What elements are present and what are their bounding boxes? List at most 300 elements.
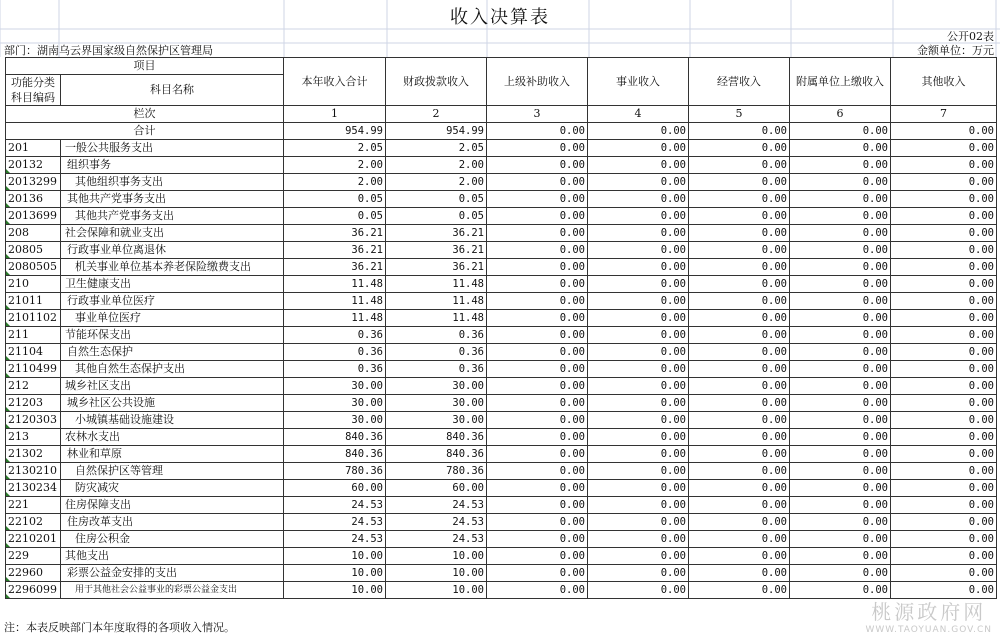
row-value: 36.21 — [284, 225, 386, 242]
department-label: 部门：湖南乌云界国家级自然保护区管理局 — [4, 44, 213, 57]
table-row — [6, 191, 997, 208]
row-value: 0.00 — [891, 514, 997, 531]
table-row — [6, 514, 997, 531]
row-code — [6, 429, 61, 446]
row-subject-name: 林业和草原 — [61, 446, 284, 463]
row-value: 0.00 — [588, 565, 689, 582]
row-value: 24.53 — [284, 514, 386, 531]
row-value: 0.00 — [588, 429, 689, 446]
row-subject-name: 卫生健康支出 — [61, 276, 284, 293]
total-label: 合计 — [6, 123, 284, 140]
total-value: 0.00 — [588, 123, 689, 140]
row-subject-name: 其他自然生态保护支出 — [61, 361, 284, 378]
row-code — [6, 378, 61, 395]
row-value: 0.00 — [689, 174, 790, 191]
watermark — [865, 596, 992, 635]
row-subject-name: 其他共产党事务支出 — [61, 208, 284, 225]
row-subject-name: 彩票公益金安排的支出 — [61, 565, 284, 582]
row-subject-name: 自然保护区等管理 — [61, 463, 284, 480]
row-value: 0.00 — [487, 395, 588, 412]
table-row — [6, 497, 997, 514]
total-value: 954.99 — [284, 123, 386, 140]
row-code-text: 2120303 — [8, 413, 57, 426]
row-subject-name: 社会保障和就业支出 — [61, 225, 284, 242]
row-value: 0.00 — [891, 259, 997, 276]
row-value: 0.00 — [891, 531, 997, 548]
row-code-text: 212 — [8, 379, 29, 392]
row-value: 2.05 — [284, 140, 386, 157]
table-note: 注：本表反映部门本年度取得的各项收入情况。 — [4, 621, 235, 634]
row-value: 780.36 — [284, 463, 386, 480]
cell-marker-icon — [6, 203, 10, 207]
row-value: 0.36 — [284, 361, 386, 378]
row-value: 0.00 — [588, 531, 689, 548]
row-value: 0.00 — [588, 480, 689, 497]
row-code-text: 21203 — [8, 396, 43, 409]
table-row — [6, 259, 997, 276]
col-number-4: 4 — [588, 106, 689, 123]
row-value: 0.00 — [588, 191, 689, 208]
row-value: 0.00 — [487, 276, 588, 293]
total-value: 0.00 — [487, 123, 588, 140]
row-value: 0.00 — [487, 497, 588, 514]
table-row — [6, 378, 997, 395]
row-value: 0.05 — [284, 191, 386, 208]
header-func-code: 功能分类科目编码 — [6, 75, 61, 106]
row-value: 0.00 — [689, 225, 790, 242]
row-value: 840.36 — [284, 446, 386, 463]
row-code — [6, 531, 61, 548]
row-value: 0.00 — [790, 327, 891, 344]
row-value: 30.00 — [284, 378, 386, 395]
row-code-text: 22102 — [8, 515, 43, 528]
row-value: 0.00 — [891, 327, 997, 344]
row-value: 0.00 — [487, 412, 588, 429]
row-value: 0.00 — [891, 361, 997, 378]
row-value: 0.00 — [891, 157, 997, 174]
col-number-7: 7 — [891, 106, 997, 123]
row-value: 0.00 — [588, 208, 689, 225]
row-code — [6, 514, 61, 531]
row-value: 0.00 — [891, 565, 997, 582]
row-code-text: 2130210 — [8, 464, 57, 477]
row-value: 0.00 — [790, 582, 891, 599]
row-value: 0.05 — [386, 208, 487, 225]
row-value: 0.00 — [891, 412, 997, 429]
row-value: 0.00 — [689, 361, 790, 378]
cell-marker-icon — [6, 186, 10, 190]
row-value: 36.21 — [284, 242, 386, 259]
row-value: 0.00 — [689, 582, 790, 599]
row-value: 0.00 — [588, 225, 689, 242]
row-subject-name: 其他组织事务支出 — [61, 174, 284, 191]
row-value: 0.00 — [790, 395, 891, 412]
row-value: 0.00 — [891, 242, 997, 259]
row-value: 0.00 — [487, 429, 588, 446]
row-code-text: 2130234 — [8, 481, 57, 494]
table-row — [6, 412, 997, 429]
row-value: 60.00 — [386, 480, 487, 497]
row-value: 0.00 — [891, 140, 997, 157]
row-code-text: 2013699 — [8, 209, 57, 222]
table-row — [6, 242, 997, 259]
row-value: 0.00 — [487, 344, 588, 361]
col-number-1: 1 — [284, 106, 386, 123]
row-value: 0.00 — [689, 480, 790, 497]
row-value: 0.00 — [891, 174, 997, 191]
cell-marker-icon — [6, 305, 10, 309]
row-value: 36.21 — [386, 242, 487, 259]
row-value: 0.00 — [891, 429, 997, 446]
header-col-7: 其他收入 — [891, 58, 997, 106]
row-value: 0.36 — [284, 327, 386, 344]
row-code — [6, 259, 61, 276]
row-value: 10.00 — [284, 582, 386, 599]
col-number-2: 2 — [386, 106, 487, 123]
row-value: 0.00 — [689, 565, 790, 582]
row-value: 0.00 — [689, 514, 790, 531]
row-value: 0.00 — [790, 514, 891, 531]
header-subject-name: 科目名称 — [61, 75, 284, 106]
row-code — [6, 480, 61, 497]
row-value: 30.00 — [284, 412, 386, 429]
row-value: 0.00 — [487, 565, 588, 582]
cell-marker-icon — [6, 169, 10, 173]
table-row — [6, 225, 997, 242]
table-row — [6, 293, 997, 310]
table-row — [6, 344, 997, 361]
row-value: 0.00 — [790, 378, 891, 395]
row-subject-name: 一般公共服务支出 — [61, 140, 284, 157]
row-value: 0.00 — [689, 378, 790, 395]
table-row — [6, 361, 997, 378]
row-value: 30.00 — [386, 412, 487, 429]
row-value: 0.00 — [588, 514, 689, 531]
row-value: 0.00 — [588, 242, 689, 259]
row-value: 840.36 — [386, 446, 487, 463]
row-value: 2.00 — [386, 174, 487, 191]
row-value: 0.00 — [588, 378, 689, 395]
row-value: 0.00 — [891, 191, 997, 208]
row-value: 0.00 — [487, 327, 588, 344]
row-value: 0.00 — [487, 208, 588, 225]
row-code — [6, 191, 61, 208]
row-value: 0.00 — [588, 548, 689, 565]
row-code-text: 2013299 — [8, 175, 57, 188]
table-row — [6, 463, 997, 480]
row-code-text: 20805 — [8, 243, 43, 256]
row-value: 0.00 — [588, 395, 689, 412]
row-value: 60.00 — [284, 480, 386, 497]
table-row — [6, 531, 997, 548]
row-value: 11.48 — [284, 276, 386, 293]
row-value: 0.00 — [487, 310, 588, 327]
row-subject-name: 行政事业单位医疗 — [61, 293, 284, 310]
row-value: 36.21 — [284, 259, 386, 276]
row-value: 0.00 — [588, 446, 689, 463]
row-value: 840.36 — [284, 429, 386, 446]
row-code — [6, 327, 61, 344]
row-value: 11.48 — [386, 310, 487, 327]
row-value: 0.00 — [588, 259, 689, 276]
row-value: 840.36 — [386, 429, 487, 446]
row-code-text: 20136 — [8, 192, 43, 205]
row-code-text: 211 — [8, 328, 29, 341]
row-code — [6, 140, 61, 157]
row-value: 0.05 — [284, 208, 386, 225]
cell-marker-icon — [6, 475, 10, 479]
row-value: 36.21 — [386, 225, 487, 242]
row-value: 0.00 — [487, 582, 588, 599]
row-value: 0.00 — [891, 463, 997, 480]
cell-marker-icon — [6, 407, 10, 411]
row-code-text: 201 — [8, 141, 29, 154]
row-subject-name: 机关事业单位基本养老保险缴费支出 — [61, 259, 284, 276]
row-value: 0.00 — [790, 548, 891, 565]
row-value: 0.00 — [790, 259, 891, 276]
row-value: 0.00 — [689, 310, 790, 327]
row-value: 0.00 — [689, 191, 790, 208]
row-code-text: 2210201 — [8, 532, 57, 545]
row-value: 0.00 — [891, 310, 997, 327]
total-value: 0.00 — [689, 123, 790, 140]
cell-marker-icon — [6, 271, 10, 275]
total-value: 0.00 — [790, 123, 891, 140]
row-subject-name: 其他共产党事务支出 — [61, 191, 284, 208]
row-value: 0.00 — [689, 140, 790, 157]
row-value: 0.00 — [891, 582, 997, 599]
row-value: 0.00 — [588, 157, 689, 174]
row-value: 0.00 — [487, 378, 588, 395]
col-number-3: 3 — [487, 106, 588, 123]
table-body — [6, 140, 997, 599]
row-value: 0.00 — [588, 276, 689, 293]
row-code — [6, 208, 61, 225]
row-value: 0.00 — [487, 548, 588, 565]
row-value: 30.00 — [386, 378, 487, 395]
row-value: 0.00 — [487, 157, 588, 174]
row-code-text: 208 — [8, 226, 29, 239]
row-subject-name: 用于其他社会公益事业的彩票公益金支出 — [61, 582, 284, 599]
row-value: 0.00 — [588, 140, 689, 157]
row-code — [6, 225, 61, 242]
row-value: 0.00 — [689, 429, 790, 446]
row-code-text: 2296099 — [8, 583, 57, 596]
row-value: 0.00 — [487, 259, 588, 276]
total-value: 0.00 — [891, 123, 997, 140]
row-code-text: 21302 — [8, 447, 43, 460]
row-value: 0.05 — [386, 191, 487, 208]
row-code — [6, 565, 61, 582]
row-value: 0.00 — [790, 463, 891, 480]
row-value: 0.00 — [487, 293, 588, 310]
row-subject-name: 组织事务 — [61, 157, 284, 174]
row-value: 11.48 — [284, 293, 386, 310]
row-value: 0.00 — [487, 531, 588, 548]
row-code-text: 21104 — [8, 345, 43, 358]
row-code-text: 2101102 — [8, 311, 57, 324]
header-col-4: 事业收入 — [588, 58, 689, 106]
row-value: 0.00 — [487, 463, 588, 480]
row-value: 0.00 — [588, 327, 689, 344]
row-value: 0.00 — [689, 548, 790, 565]
row-subject-name: 节能环保支出 — [61, 327, 284, 344]
watermark-url: WWW.TAOYUAN.GOV.CN — [865, 625, 992, 635]
row-subject-name: 行政事业单位离退休 — [61, 242, 284, 259]
row-value: 0.00 — [487, 242, 588, 259]
row-code — [6, 276, 61, 293]
row-subject-name: 住房保障支出 — [61, 497, 284, 514]
row-code — [6, 242, 61, 259]
cell-marker-icon — [6, 458, 10, 462]
row-value: 0.00 — [487, 174, 588, 191]
table-row — [6, 565, 997, 582]
row-value: 0.00 — [891, 208, 997, 225]
row-value: 0.00 — [891, 276, 997, 293]
unit-label: 金额单位：万元 — [917, 44, 994, 57]
col-number-6: 6 — [790, 106, 891, 123]
row-value: 0.00 — [790, 140, 891, 157]
row-value: 0.00 — [790, 174, 891, 191]
form-code: 公开02表 — [947, 30, 994, 43]
row-value: 2.00 — [284, 157, 386, 174]
row-value: 0.36 — [386, 361, 487, 378]
table-row — [6, 276, 997, 293]
header-col-2: 财政拨款收入 — [386, 58, 487, 106]
row-value: 24.53 — [386, 531, 487, 548]
row-subject-name: 事业单位医疗 — [61, 310, 284, 327]
row-code — [6, 497, 61, 514]
row-value: 0.00 — [689, 531, 790, 548]
table-row — [6, 446, 997, 463]
row-code-text: 221 — [8, 498, 29, 511]
row-value: 0.00 — [689, 276, 790, 293]
row-value: 24.53 — [386, 514, 487, 531]
row-value: 24.53 — [284, 531, 386, 548]
watermark-name: 桃源政府网 — [871, 600, 987, 624]
table-row — [6, 480, 997, 497]
cell-marker-icon — [6, 526, 10, 530]
row-value: 0.00 — [689, 463, 790, 480]
row-code — [6, 344, 61, 361]
row-code-text: 213 — [8, 430, 29, 443]
row-value: 0.00 — [891, 378, 997, 395]
row-code — [6, 412, 61, 429]
row-value: 0.00 — [689, 242, 790, 259]
row-value: 2.00 — [386, 157, 487, 174]
row-code — [6, 446, 61, 463]
row-value: 0.00 — [790, 344, 891, 361]
row-code-text: 20132 — [8, 158, 43, 171]
row-value: 10.00 — [284, 565, 386, 582]
row-subject-name: 农林水支出 — [61, 429, 284, 446]
row-value: 0.00 — [487, 140, 588, 157]
row-value: 0.00 — [689, 412, 790, 429]
row-value: 30.00 — [386, 395, 487, 412]
row-value: 0.00 — [487, 225, 588, 242]
row-value: 0.36 — [386, 327, 487, 344]
header-lanci: 栏次 — [6, 106, 284, 123]
row-value: 11.48 — [386, 293, 487, 310]
row-value: 0.00 — [487, 191, 588, 208]
row-value: 0.00 — [790, 225, 891, 242]
row-code — [6, 582, 61, 599]
row-value: 0.00 — [689, 208, 790, 225]
row-value: 0.00 — [790, 157, 891, 174]
row-code — [6, 293, 61, 310]
row-value: 10.00 — [284, 548, 386, 565]
row-code — [6, 157, 61, 174]
table-row — [6, 140, 997, 157]
cell-marker-icon — [6, 577, 10, 581]
row-value: 0.00 — [790, 276, 891, 293]
row-value: 24.53 — [386, 497, 487, 514]
table-row — [6, 582, 997, 599]
table-row — [6, 157, 997, 174]
row-value: 0.00 — [588, 310, 689, 327]
row-value: 0.00 — [891, 446, 997, 463]
row-value: 0.00 — [487, 361, 588, 378]
cell-marker-icon — [6, 594, 10, 598]
header-project: 项目 — [6, 58, 284, 75]
row-value: 0.00 — [588, 293, 689, 310]
row-value: 0.00 — [790, 361, 891, 378]
cell-marker-icon — [6, 543, 10, 547]
row-value: 0.00 — [790, 310, 891, 327]
row-subject-name: 自然生态保护 — [61, 344, 284, 361]
row-value: 0.00 — [588, 174, 689, 191]
row-value: 0.00 — [790, 412, 891, 429]
row-value: 11.48 — [386, 276, 487, 293]
row-subject-name: 城乡社区公共设施 — [61, 395, 284, 412]
row-code-text: 229 — [8, 549, 29, 562]
col-number-5: 5 — [689, 106, 790, 123]
row-value: 0.00 — [689, 293, 790, 310]
row-value: 2.00 — [284, 174, 386, 191]
row-value: 0.00 — [588, 412, 689, 429]
row-code-text: 22960 — [8, 566, 43, 579]
table-row — [6, 310, 997, 327]
total-value: 954.99 — [386, 123, 487, 140]
row-value: 30.00 — [284, 395, 386, 412]
row-value: 0.00 — [790, 565, 891, 582]
row-subject-name: 小城镇基础设施建设 — [61, 412, 284, 429]
row-value: 2.05 — [386, 140, 487, 157]
header-col-3: 上级补助收入 — [487, 58, 588, 106]
row-code-text: 2110499 — [8, 362, 57, 375]
income-table — [5, 57, 997, 599]
row-code — [6, 310, 61, 327]
table-row — [6, 395, 997, 412]
row-value: 0.00 — [689, 446, 790, 463]
row-value: 0.00 — [891, 548, 997, 565]
row-value: 0.00 — [689, 157, 790, 174]
row-value: 0.00 — [790, 208, 891, 225]
cell-marker-icon — [6, 220, 10, 224]
row-subject-name: 住房改革支出 — [61, 514, 284, 531]
row-value: 0.00 — [689, 344, 790, 361]
row-value: 0.00 — [790, 191, 891, 208]
row-value: 0.00 — [891, 344, 997, 361]
cell-marker-icon — [6, 373, 10, 377]
row-code — [6, 174, 61, 191]
row-subject-name: 防灾减灾 — [61, 480, 284, 497]
row-value: 24.53 — [284, 497, 386, 514]
row-value: 10.00 — [386, 548, 487, 565]
row-value: 0.00 — [891, 225, 997, 242]
row-code-text: 210 — [8, 277, 29, 290]
table-row — [6, 174, 997, 191]
